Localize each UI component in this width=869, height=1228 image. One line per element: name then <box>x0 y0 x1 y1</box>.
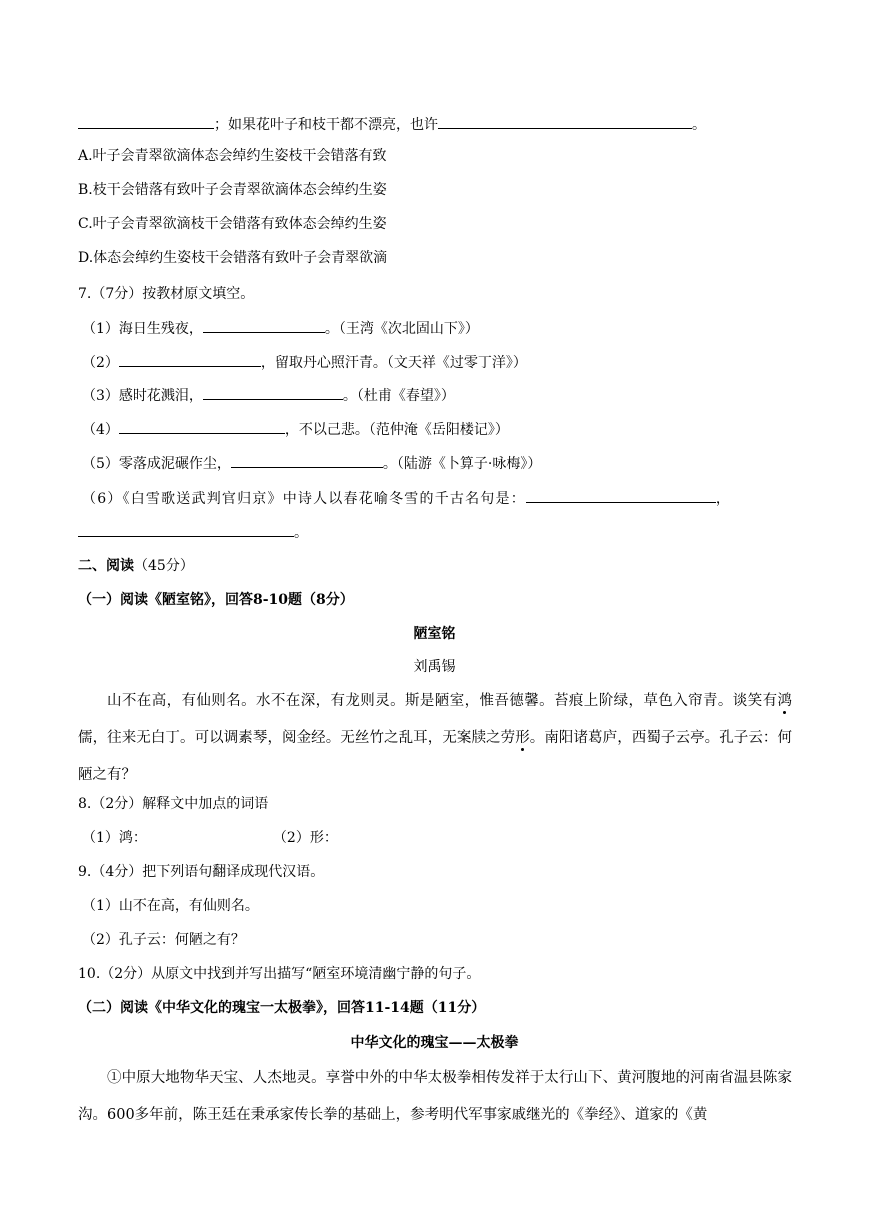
q7-item-6: （6）《白雪歌送武判官归京》中诗人以春花喻冬雪的千古名句是： ， <box>82 488 791 509</box>
q6-option-c: C.叶子会青翠欲滴枝干会错落有致体态会绰约生姿 <box>78 216 387 232</box>
answer-blank[interactable] <box>119 352 261 367</box>
q9-item-2: （2）孔子云：何陋之有？ <box>82 932 245 948</box>
q9-title: 9.（4分）把下列语句翻译成现代汉语。 <box>78 864 325 880</box>
answer-blank[interactable] <box>78 114 214 129</box>
q7-item-5: （5）零落成泥碾作尘， 。（陆游《卜算子·咏梅》） <box>82 453 791 474</box>
q10-title: 10.（2分）从原文中找到并写出描写“陋室环境清幽宁静的句子。 <box>78 966 481 982</box>
answer-blank[interactable] <box>526 488 716 503</box>
dotted-word-xing: 形 <box>515 730 530 746</box>
answer-blank[interactable] <box>203 385 343 400</box>
answer-blank[interactable] <box>231 453 383 468</box>
part1-heading: （一）阅读《陋室铭》，回答8-10题（8分） <box>78 592 354 608</box>
part2-heading: （二）阅读《中华文化的瑰宝一太极拳》，回答11-14题（11分） <box>78 1000 486 1016</box>
q7-title: 7.（7分）按教材原文填空。 <box>78 286 255 302</box>
answer-blank[interactable] <box>438 114 692 129</box>
q7-item-3: （3）感时花溅泪， 。（杜甫《春望》） <box>82 385 791 406</box>
q7-item-1: （1）海日生残夜， 。（王湾《次北固山下》） <box>82 318 791 339</box>
q7-item-2: （2） ，留取丹心照汗青。（文天祥《过零丁洋》） <box>82 352 791 373</box>
answer-blank[interactable] <box>203 318 325 333</box>
q7-item-4: （4） ，不以己悲。（范仲淹《岳阳楼记》） <box>82 419 791 440</box>
answer-blank[interactable] <box>119 419 285 434</box>
passage2-paragraph: ①中原大地物华天宝、人杰地灵。享誉中外的中华太极拳相传发祥于太行山下、黄河腹地的河南省温县陈家沟。600多年前，陈王廷在秉承家传长拳的基础上，参考明代军事家戚继光的《拳经》、道家的《黄 <box>78 1070 792 1123</box>
q6-option-a: A.叶子会青翠欲滴体态会绰约生姿枝干会错落有致 <box>78 148 387 164</box>
passage-author: 刘禹锡 <box>413 659 456 675</box>
q9-item-1: （1）山不在高，有仙则名。 <box>82 898 259 914</box>
passage-title: 陋室铭 <box>413 626 456 642</box>
q6-option-d: D.体态会绰约生姿枝干会错落有致叶子会青翠欲滴 <box>78 250 388 266</box>
passage-paragraph: 山不在高，有仙则名。水不在深，有龙则灵。斯是陋室，惟吾德馨。苔痕上阶绿，草色入帘青。谈笑有鸿儒，往来无白丁。可以调素琴，阅金经。无丝竹之乱耳，无案牍之劳形。南阳诸葛庐，西蜀子云亭。孔子云：何陋之有？ <box>78 693 793 783</box>
q6-fill-line: ；如果花叶子和枝干都不漂亮，也许 。 <box>78 114 791 135</box>
dotted-word-hong: 鸿 <box>777 693 792 709</box>
q7-item-6-cont: 。 <box>78 522 791 543</box>
passage2-title: 中华文化的瑰宝——太极拳 <box>350 1035 519 1051</box>
q6-option-b: B.枝干会错落有致叶子会青翠欲滴体态会绰约生姿 <box>78 182 387 198</box>
section-heading: 二、阅读（45分） <box>78 558 194 574</box>
q6-line-text: ；如果花叶子和枝干都不漂亮，也许 <box>214 117 438 133</box>
q8-items: （1）鸿： （2）形： <box>82 830 338 846</box>
q8-title: 8.（2分）解释文中加点的词语 <box>78 796 269 812</box>
answer-blank[interactable] <box>78 522 294 537</box>
